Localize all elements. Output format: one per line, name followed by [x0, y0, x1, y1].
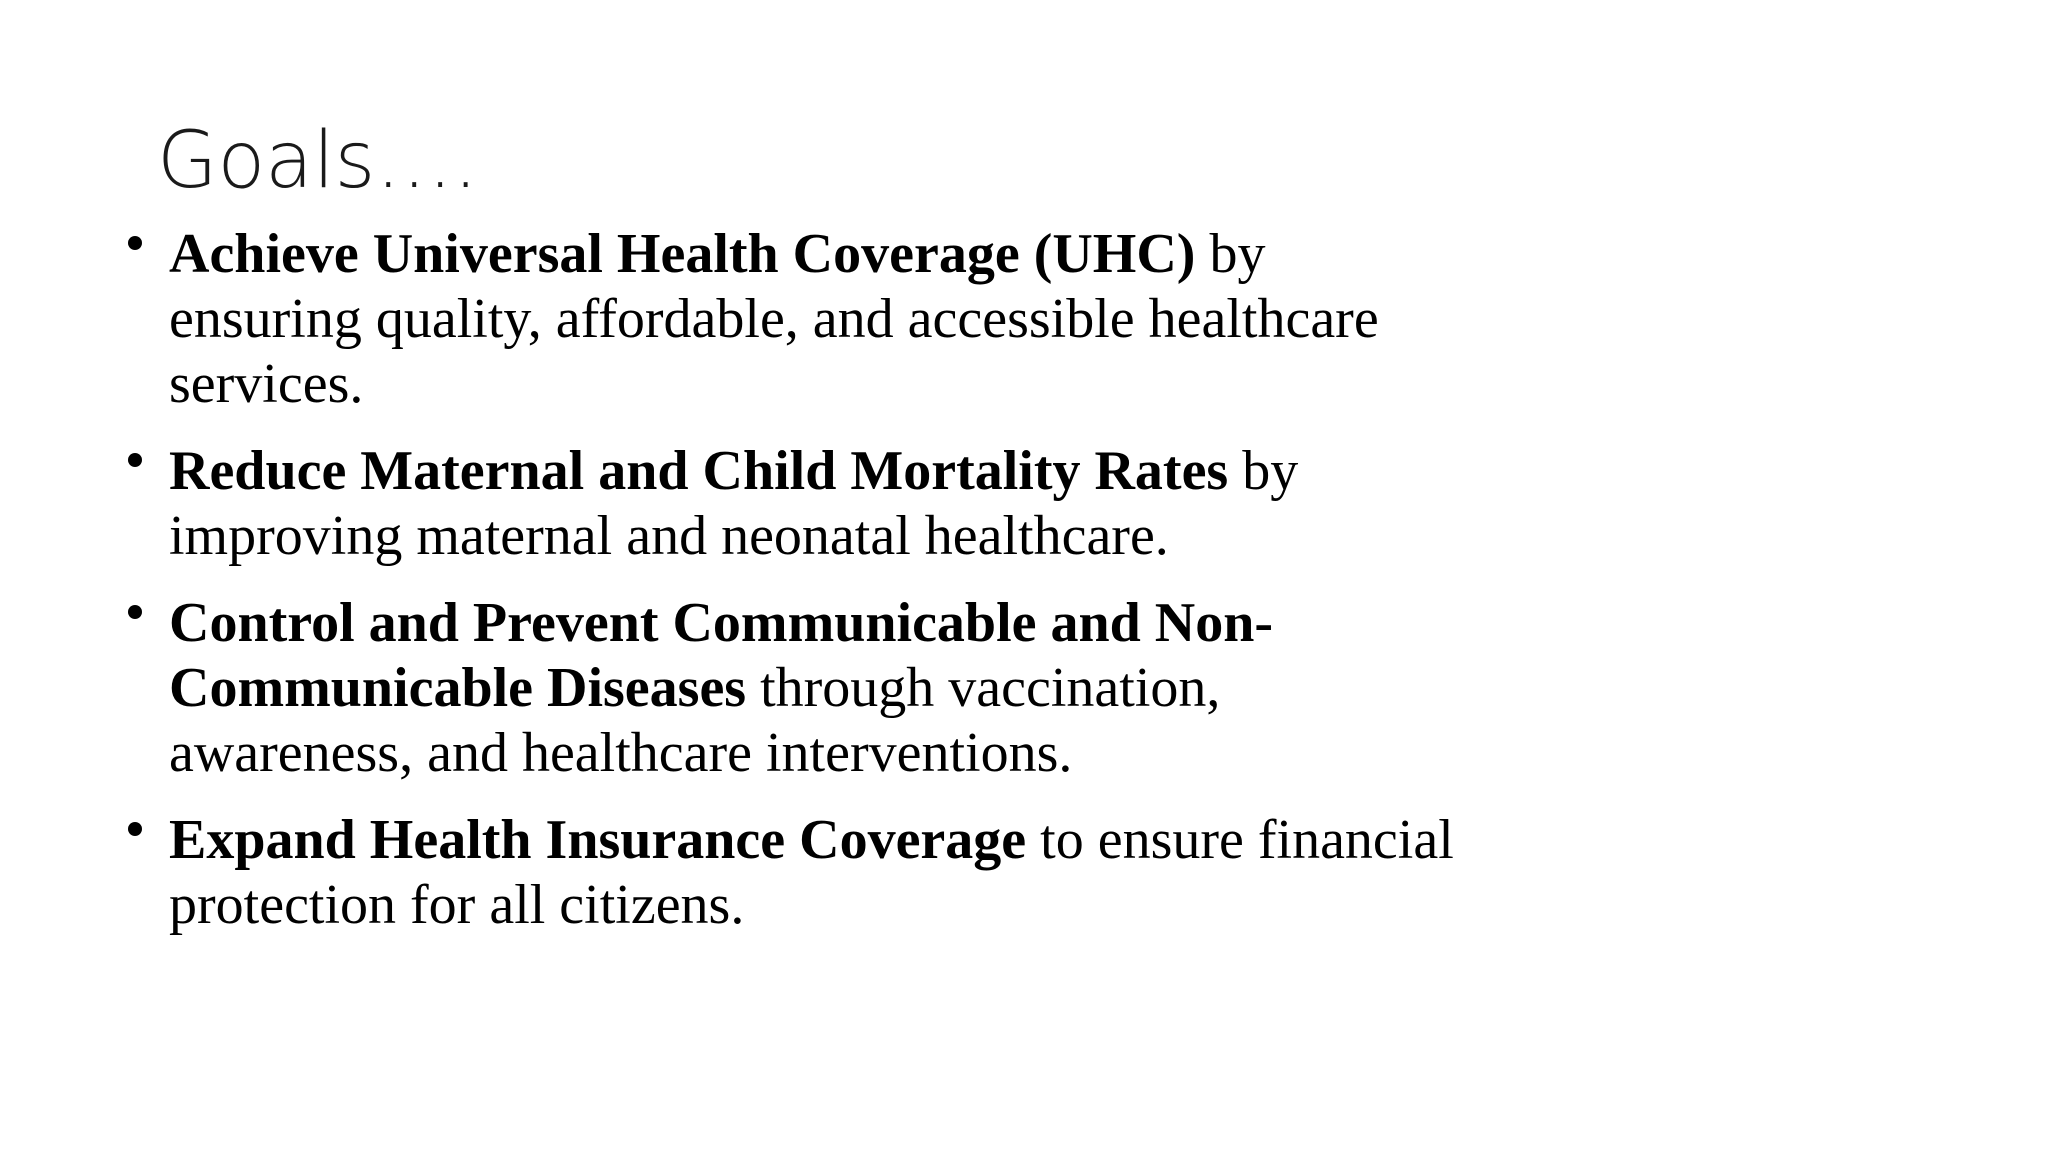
bullet-bold-text: Communicable Diseases — [169, 657, 747, 719]
bullet-item-insurance — [128, 808, 1628, 938]
bullet-line — [169, 439, 1628, 504]
slide-title: Goals…. — [157, 116, 479, 206]
bullet-bold-text: Expand Health Insurance Coverage — [169, 809, 1027, 871]
bullet-dot-icon — [128, 822, 142, 836]
bullet-line: awareness, and healthcare interventions. — [169, 722, 1073, 784]
bullet-text: through vaccination, — [746, 657, 1221, 719]
bullet-bold-text: Achieve Universal Health Coverage (UHC) — [169, 223, 1196, 285]
bullet-dot-icon — [128, 236, 142, 250]
bullet-line: improving maternal and neonatal healthcare. — [169, 505, 1169, 567]
bullet-line — [169, 656, 1628, 721]
bullet-item-uhc — [128, 222, 1628, 417]
bullet-line: services. — [169, 353, 364, 415]
bullet-line — [169, 222, 1628, 287]
bullet-item-mortality — [128, 439, 1628, 569]
bullet-dot-icon — [128, 453, 142, 467]
bullet-line: protection for all citizens. — [169, 874, 745, 936]
bullet-text: by — [1195, 223, 1266, 285]
bullet-line — [169, 808, 1628, 873]
bullet-list — [128, 222, 1628, 960]
bullet-dot-icon — [128, 605, 142, 619]
bullet-bold-text: Control and Prevent Communicable and Non- — [169, 592, 1274, 654]
bullet-item-diseases — [128, 591, 1628, 786]
bullet-text: by — [1228, 440, 1299, 502]
bullet-text: to ensure financial — [1026, 809, 1454, 871]
bullet-bold-text: Reduce Maternal and Child Mortality Rates — [169, 440, 1229, 502]
bullet-line: ensuring quality, affordable, and accessible healthcare — [169, 288, 1379, 350]
